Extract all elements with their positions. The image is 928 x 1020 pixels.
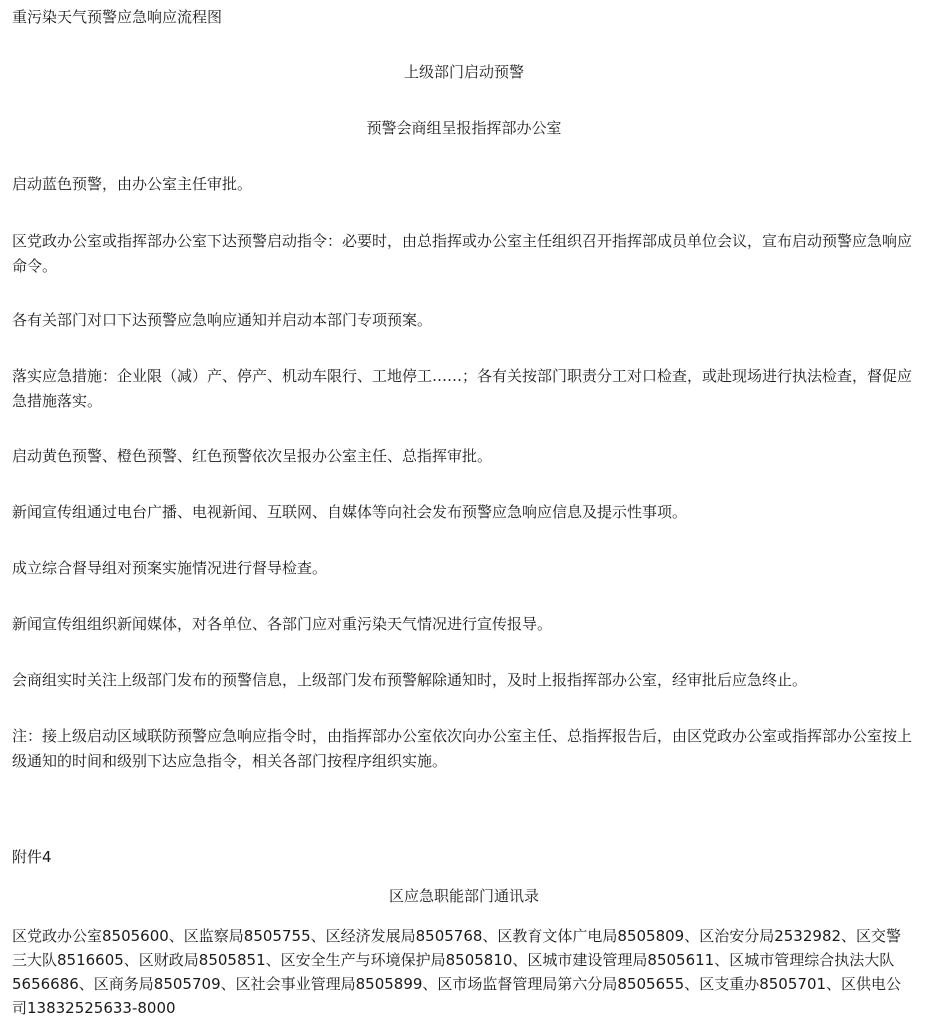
flow-step-public-information: 新闻宣传组通过电台广播、电视新闻、互联网、自媒体等向社会发布预警应急响应信息及提示性事项。 bbox=[12, 503, 688, 521]
flow-step-higher-warning-approval: 启动黄色预警、橙色预警、红色预警依次呈报办公室主任、总指挥审批。 bbox=[12, 447, 493, 465]
flow-step-blue-warning: 启动蓝色预警，由办公室主任审批。 bbox=[12, 175, 253, 193]
flow-step-superior-warning: 上级部门启动预警 bbox=[403, 63, 524, 81]
flow-step-warning-command: 区党政办公室或指挥部办公室下达预警启动指令：必要时，由总指挥或办公室主任组织召开指挥部成员单位会议，宣布启动预警应急响应命令。 bbox=[12, 232, 913, 275]
directory-title: 区应急职能部门通讯录 bbox=[388, 887, 539, 905]
document-title: 重污染天气预警应急响应流程图 bbox=[12, 8, 223, 26]
flow-step-warning-termination: 会商组实时关注上级部门发布的预警信息，上级部门发布预警解除通知时，及时上报指挥部办公室，经审批后应急终止。 bbox=[12, 671, 808, 689]
flow-step-consultation-report: 预警会商组呈报指挥部办公室 bbox=[366, 119, 562, 137]
flow-step-emergency-measures: 落实应急措施：企业限（减）产、停产、机动车限行、工地停工……；各有关按部门职责分工对口检查，或赴现场进行执法检查，督促应急措施落实。 bbox=[12, 367, 913, 410]
flow-step-department-notice: 各有关部门对口下达预警应急响应通知并启动本部门专项预案。 bbox=[12, 311, 433, 329]
flow-step-supervision-group: 成立综合督导组对预案实施情况进行督导检查。 bbox=[12, 559, 328, 577]
contact-directory: 区党政办公室8505600、区监察局8505755、区经济发展局8505768、区教育文体广电局8505809、区治安分局2532982、区交警三大队8516605、区财政局8505851、区安全生产与环境保护局8505810、区城市建设管理局8505611、区城市管理综合执法大队5656686、区商务局8505709、区社会事业管理局8505899、区市场监督管理局第六分局8505655、区支重办8505701、区供电公司13832525633-8000 bbox=[12, 927, 902, 1017]
flow-note: 注：接上级启动区域联防预警应急响应指令时，由指挥部办公室依次向办公室主任、总指挥报告后，由区党政办公室或指挥部办公室按上级通知的时间和级别下达应急指令，相关各部门按程序组织实施。 bbox=[12, 727, 913, 770]
flow-step-media-coverage: 新闻宣传组组织新闻媒体，对各单位、各部门应对重污染天气情况进行宣传报导。 bbox=[12, 615, 553, 633]
attachment-label: 附件4 bbox=[12, 848, 52, 866]
